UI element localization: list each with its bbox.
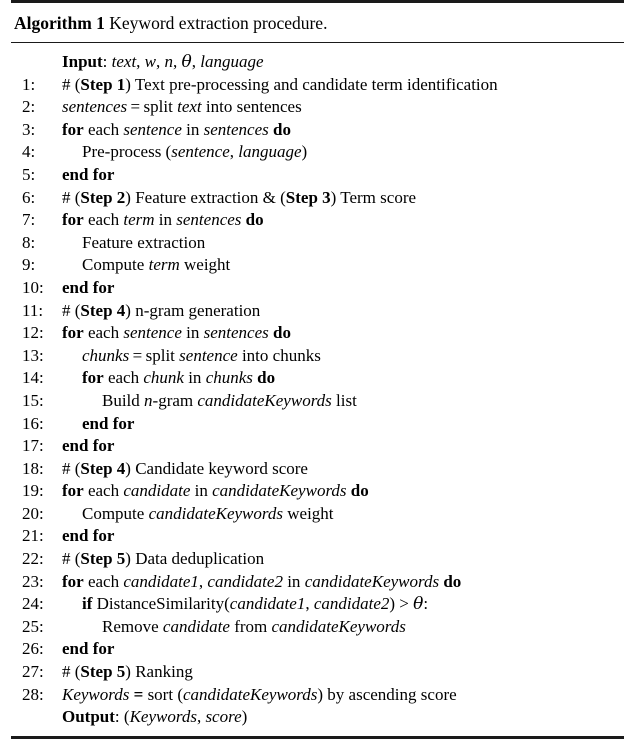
text-run: n: [144, 390, 153, 410]
text-run: list: [331, 390, 357, 410]
text-run: in: [190, 481, 213, 501]
text-run: sentences: [176, 210, 242, 230]
text-run: sentences: [203, 119, 269, 139]
algorithm-line: [11, 503, 624, 526]
algorithm-line: [11, 413, 624, 436]
text-run: candidateKeywords: [304, 571, 440, 591]
text-run: if: [82, 594, 93, 614]
text-run: sentence: [123, 119, 182, 139]
text-run: end for: [62, 526, 115, 546]
text-run: in: [154, 210, 177, 230]
line-content: [51, 638, 624, 661]
line-content: [51, 119, 624, 142]
text-run: θ: [413, 594, 424, 615]
line-number: 17:: [22, 436, 44, 456]
line-content: [51, 367, 624, 390]
text-run: do: [350, 481, 369, 501]
text-run: into chunks: [237, 345, 321, 365]
algorithm-line: [11, 187, 624, 210]
text-run: score: [205, 707, 242, 727]
text-run: term: [123, 210, 155, 230]
text-run: do: [273, 323, 291, 343]
text-run: do: [443, 571, 462, 591]
text-run: ) Data deduplication: [125, 549, 265, 569]
text-run: Step 5: [80, 549, 126, 569]
text-run: ) n-gram generation: [125, 300, 261, 320]
algorithm-line: [11, 548, 624, 571]
algorithm-line: [11, 96, 624, 119]
text-run: -gram: [152, 390, 198, 410]
text-run: =: [127, 97, 144, 117]
line-content: [51, 300, 624, 323]
text-run: do: [245, 210, 264, 230]
text-run: Input: [62, 52, 103, 71]
text-run: chunk: [143, 368, 184, 388]
text-run: each: [83, 210, 124, 230]
algorithm-line: [11, 322, 624, 345]
text-run: =: [129, 684, 148, 704]
line-content: [51, 164, 624, 187]
text-run: n: [164, 52, 174, 71]
text-run: # (: [62, 549, 81, 569]
text-run: Step 2: [80, 187, 126, 207]
text-run: weight: [179, 255, 231, 275]
text-run: =: [129, 345, 146, 365]
text-run: ) Ranking: [125, 662, 193, 682]
text-run: sentences: [203, 323, 269, 343]
line-content: [51, 74, 624, 97]
algorithm-block: [11, 0, 624, 739]
text-run: Compute: [82, 255, 149, 275]
algorithm-title: Keyword extraction procedure.: [109, 13, 328, 33]
line-content: [51, 254, 624, 277]
algorithm-line: [11, 232, 624, 255]
text-run: sentence: [179, 345, 238, 365]
text-run: w: [144, 52, 157, 71]
algorithm-line: [11, 367, 624, 390]
algorithm-line: [11, 593, 624, 616]
algorithm-label: Algorithm 1: [14, 13, 105, 33]
algorithm-line: [11, 209, 624, 232]
line-number: 22:: [22, 549, 44, 569]
text-run: for: [62, 571, 84, 591]
algorithm-line: [11, 706, 624, 729]
text-run: each: [83, 323, 124, 343]
text-run: ) by ascending score: [317, 684, 457, 704]
line-content: [51, 480, 624, 503]
line-number: 24:: [22, 594, 44, 614]
text-run: : (: [114, 707, 130, 727]
algorithm-line: [11, 345, 624, 368]
line-content: [51, 187, 624, 210]
algorithm-line: [11, 571, 624, 594]
line-number: 3:: [22, 119, 36, 139]
line-number: 27:: [22, 662, 44, 682]
text-run: weight: [283, 503, 334, 523]
line-content: [51, 661, 624, 684]
text-run: term: [148, 255, 180, 275]
text-run: candidateKeywords: [197, 390, 332, 410]
line-number: 7:: [22, 210, 36, 230]
text-run: Remove: [102, 616, 163, 636]
algorithm-line: [11, 458, 624, 481]
line-content: [51, 345, 624, 368]
text-run: candidate1: [229, 594, 306, 614]
text-run: ) Term score: [330, 187, 417, 207]
text-run: DistanceSimilarity(: [92, 594, 230, 614]
algorithm-line: [11, 141, 624, 164]
text-run: for: [82, 368, 104, 388]
line-number: 13:: [22, 345, 44, 365]
text-run: ,: [191, 52, 201, 71]
text-run: # (: [62, 74, 81, 94]
text-run: in: [183, 368, 206, 388]
text-run: candidate: [162, 616, 230, 636]
text-run: ,: [305, 594, 314, 614]
text-run: θ: [181, 52, 192, 72]
text-run: ): [241, 707, 248, 727]
line-content: [51, 435, 624, 458]
text-run: for: [62, 323, 84, 343]
text-run: for: [62, 481, 84, 501]
line-content: [51, 390, 624, 413]
text-run: do: [257, 368, 276, 388]
line-content: [51, 96, 624, 119]
line-content: [51, 322, 624, 345]
text-run: for: [62, 210, 84, 230]
text-run: candidateKeywords: [148, 503, 283, 523]
algorithm-line: [11, 435, 624, 458]
text-run: Pre-process (: [82, 142, 172, 162]
text-run: each: [83, 571, 124, 591]
text-run: end for: [82, 413, 135, 433]
text-run: ,: [229, 142, 239, 162]
line-content: [51, 277, 624, 300]
text-run: chunks: [205, 368, 253, 388]
algorithm-line: [11, 684, 624, 707]
line-content: [51, 525, 624, 548]
line-number: 21:: [22, 526, 44, 546]
line-content: [51, 458, 624, 481]
text-run: Step 4: [80, 300, 126, 320]
text-run: # (: [62, 662, 81, 682]
text-run: ,: [196, 707, 206, 727]
text-run: ) Candidate keyword score: [125, 458, 308, 478]
line-number: 23:: [22, 571, 44, 591]
text-run: text: [177, 97, 202, 117]
text-run: end for: [62, 639, 115, 659]
text-run: each: [83, 119, 124, 139]
line-content: [51, 232, 624, 255]
text-run: candidate: [123, 481, 191, 501]
text-run: end for: [62, 164, 115, 184]
line-content: [51, 616, 624, 639]
text-run: end for: [62, 436, 115, 456]
text-run: Step 4: [80, 458, 126, 478]
text-run: # (: [62, 300, 81, 320]
text-run: Output: [62, 707, 115, 727]
text-run: ) Feature extraction & (: [125, 187, 286, 207]
text-run: ,: [198, 571, 208, 591]
line-number: 1:: [22, 74, 36, 94]
text-run: from: [229, 616, 272, 636]
line-number: 26:: [22, 639, 44, 659]
algorithm-line: [11, 480, 624, 503]
line-content: [51, 684, 624, 707]
line-content: [51, 571, 624, 594]
algorithm-line: [11, 616, 624, 639]
text-run: split: [145, 345, 180, 365]
text-run: Step 3: [285, 187, 331, 207]
text-run: Feature extraction: [82, 232, 206, 252]
text-run: Step 1: [80, 74, 126, 94]
text-run: candidateKeywords: [182, 684, 318, 704]
line-number: 19:: [22, 481, 44, 501]
line-content: [51, 706, 624, 729]
text-run: candidate2: [313, 594, 390, 614]
text-run: ,: [156, 52, 165, 71]
line-number: 6:: [22, 187, 36, 207]
line-number: 4:: [22, 142, 36, 162]
text-run: Compute: [82, 503, 149, 523]
text-run: candidate2: [207, 571, 283, 591]
text-run: sort (: [147, 684, 183, 704]
line-content: [51, 413, 624, 436]
text-run: sentences: [62, 97, 128, 117]
text-run: ,: [136, 52, 145, 71]
text-run: sentence: [123, 323, 182, 343]
text-run: in: [282, 571, 305, 591]
algorithm-body: [11, 43, 624, 736]
text-run: do: [273, 119, 291, 139]
text-run: candidateKeywords: [212, 481, 347, 501]
line-number: 8:: [22, 232, 36, 252]
line-number: 28:: [22, 684, 44, 704]
text-run: language: [200, 52, 264, 71]
text-run: ,: [173, 52, 182, 71]
algorithm-line: [11, 638, 624, 661]
bottom-rule: [11, 736, 624, 739]
text-run: Step 5: [80, 662, 126, 682]
text-run: candidateKeywords: [271, 616, 406, 636]
text-run: chunks: [82, 345, 130, 365]
line-number: 9:: [22, 255, 36, 275]
line-number: 11:: [22, 300, 44, 320]
algorithm-caption: [11, 3, 624, 42]
text-run: text: [111, 52, 137, 71]
text-run: candidate1: [123, 571, 199, 591]
text-run: ) Text pre-processing and candidate term identification: [125, 74, 498, 94]
text-run: for: [62, 119, 84, 139]
algorithm-line: [11, 300, 624, 323]
text-run: ) >: [389, 594, 414, 614]
text-run: in: [181, 119, 204, 139]
text-run: into sentences: [201, 97, 302, 117]
text-run: language: [238, 142, 302, 162]
text-run: ): [301, 142, 308, 162]
line-content: [51, 593, 624, 616]
line-number: 12:: [22, 323, 44, 343]
text-run: Build: [102, 390, 145, 410]
algorithm-line: [11, 51, 624, 74]
line-content: [51, 503, 624, 526]
text-run: end for: [62, 277, 115, 297]
text-run: sentence: [171, 142, 230, 162]
algorithm-line: [11, 277, 624, 300]
text-run: :: [102, 52, 112, 71]
text-run: Keywords: [62, 684, 130, 704]
line-content: [51, 548, 624, 571]
algorithm-line: [11, 390, 624, 413]
line-content: [51, 51, 624, 74]
text-run: split: [143, 97, 178, 117]
line-number: 18:: [22, 458, 44, 478]
text-run: each: [103, 368, 144, 388]
text-run: Keywords: [129, 707, 197, 727]
line-content: [51, 209, 624, 232]
line-number: 25:: [22, 616, 44, 636]
text-run: # (: [62, 458, 81, 478]
text-run: # (: [62, 187, 81, 207]
line-number: 14:: [22, 368, 44, 388]
algorithm-line: [11, 661, 624, 684]
algorithm-line: [11, 164, 624, 187]
line-number: 5:: [22, 164, 36, 184]
line-number: 16:: [22, 413, 44, 433]
line-number: 2:: [22, 97, 36, 117]
algorithm-line: [11, 74, 624, 97]
algorithm-line: [11, 525, 624, 548]
line-number: 20:: [22, 503, 44, 523]
line-number: 10:: [22, 277, 44, 297]
text-run: in: [181, 323, 204, 343]
text-run: :: [423, 594, 429, 614]
line-number: 15:: [22, 390, 44, 410]
text-run: each: [83, 481, 124, 501]
line-content: [51, 141, 624, 164]
algorithm-line: [11, 254, 624, 277]
algorithm-line: [11, 119, 624, 142]
